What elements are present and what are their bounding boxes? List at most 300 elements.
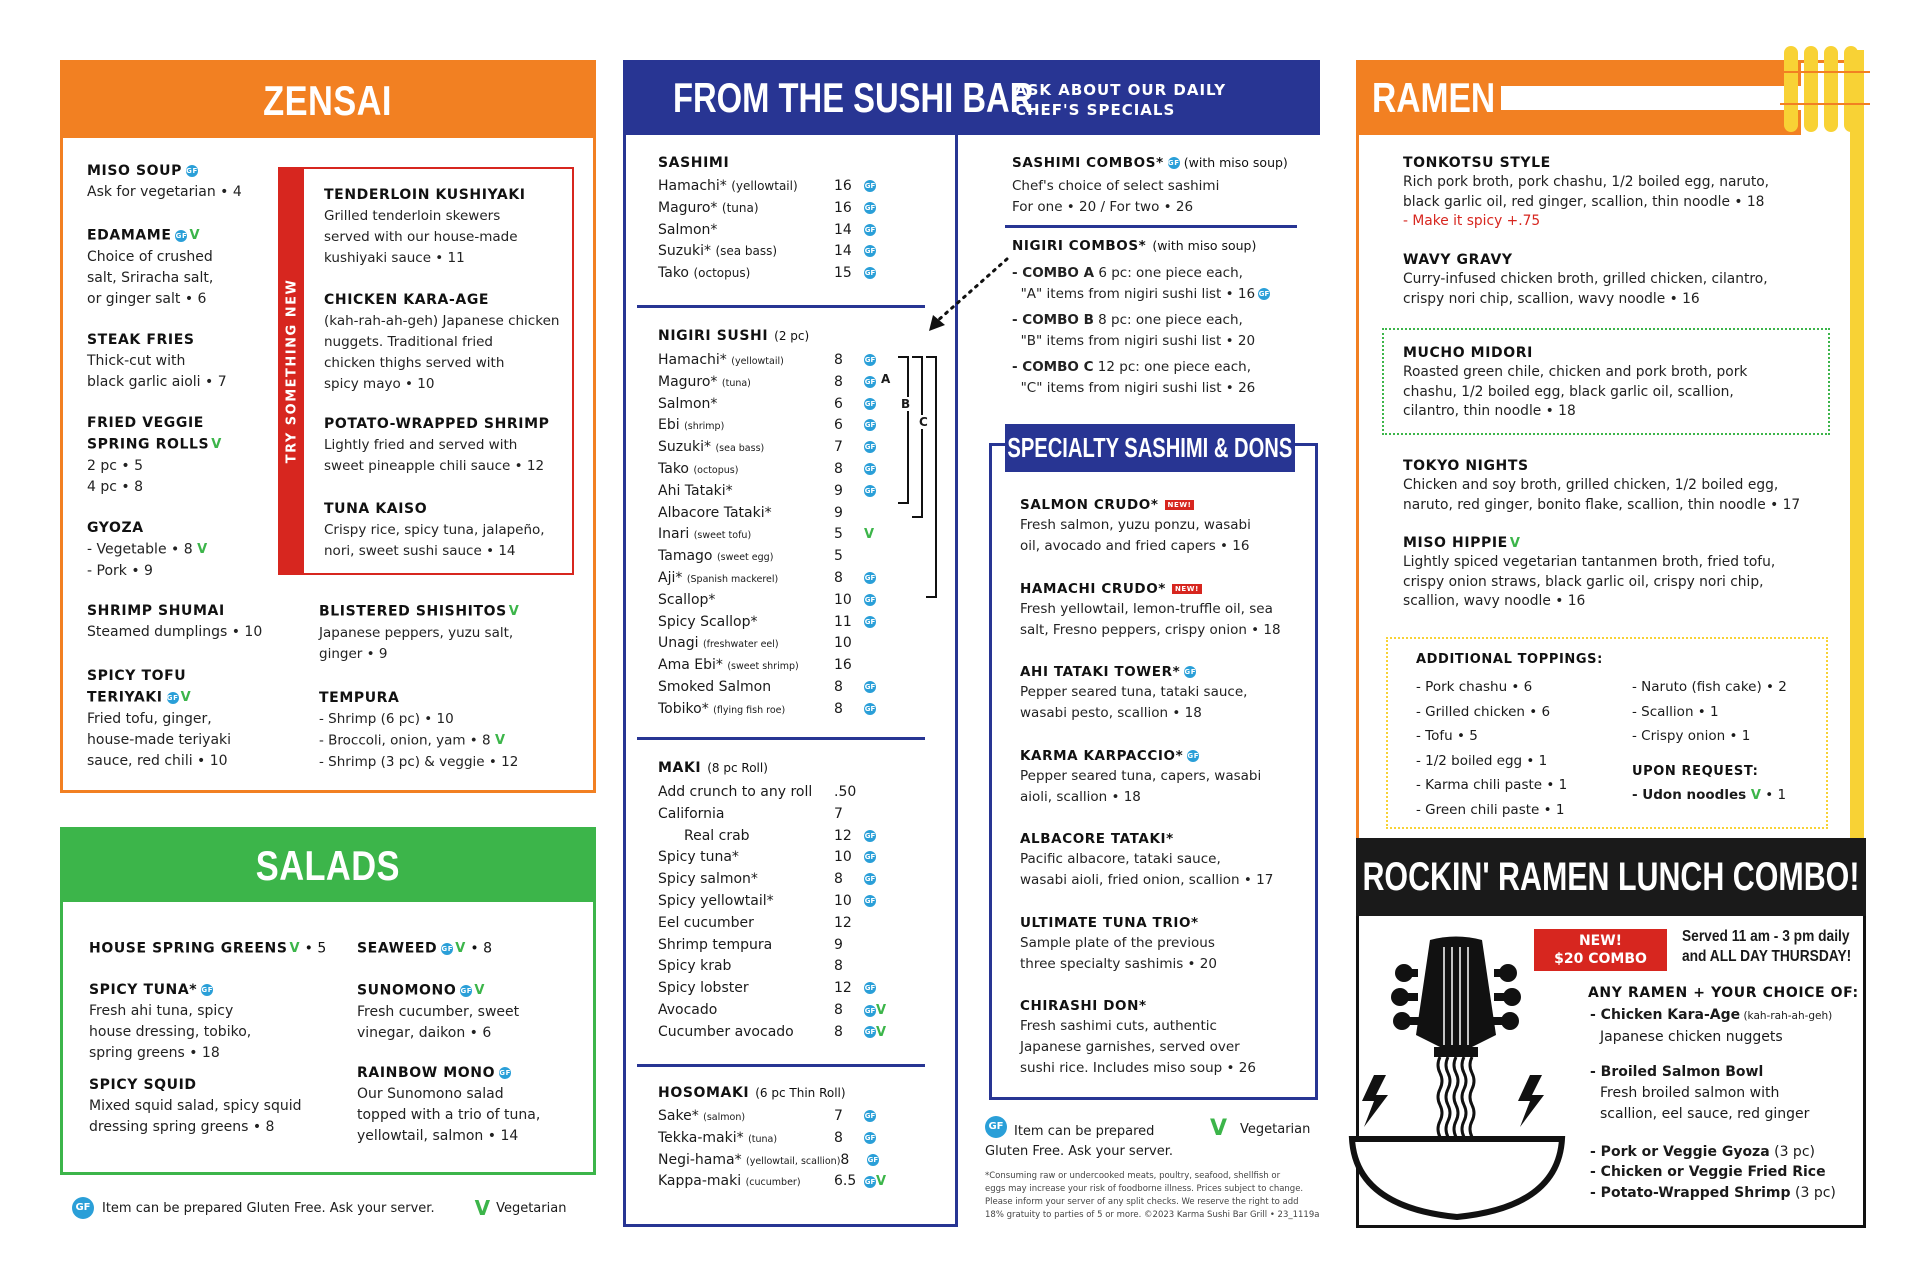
- sushi-row: [658, 804, 888, 826]
- new-menu-item: [324, 414, 569, 477]
- sushi-item-price: 10: [834, 635, 852, 652]
- sushi-item-icons: [864, 699, 888, 721]
- sushi-item-name: [658, 590, 834, 612]
- sushi-item-name-text: Salmon*: [658, 395, 718, 412]
- combo-note: (with miso soup): [1183, 155, 1288, 170]
- gf-icon: GF: [864, 683, 876, 691]
- gyoza-pork-line: - Pork • 9: [87, 562, 153, 579]
- vegetarian-icon: V: [1210, 1116, 1228, 1141]
- combos-divider: [1005, 225, 1297, 228]
- item-name: [87, 518, 267, 539]
- sushi-item-price: 7: [834, 805, 843, 822]
- sushi-item-name: [658, 804, 834, 826]
- gf-icon: GF: [867, 1155, 879, 1164]
- served-hours: Served 11 am - 3 pm daily and ALL DAY THURSDAY!: [1682, 928, 1852, 965]
- gf-icon: GF: [864, 574, 876, 582]
- guitar-ramen-illustration: [1340, 935, 1575, 1225]
- choice-note: (3 pc): [1790, 1185, 1836, 1201]
- sushi-item-note: (sweet tofu): [693, 530, 752, 542]
- sushi-row: [658, 699, 888, 721]
- topping-item: - Grilled chicken • 6: [1416, 703, 1551, 720]
- ramen-item-desc: Curry-infused chicken broth, grilled chicken, cilantro, crispy nori chip, scallion, wavy noodle • 16: [1403, 271, 1768, 307]
- item-name-text: TUNA KAISO: [324, 501, 428, 517]
- sushi-row: [658, 1022, 888, 1044]
- sushi-row: [658, 1000, 888, 1022]
- sushi-item-name: [658, 481, 834, 503]
- sushi-item-price: 8: [834, 700, 843, 717]
- sushi-item-note: (freshwater eel): [702, 639, 779, 651]
- sushi-item-name-text: Real crab: [684, 827, 750, 844]
- zensai-item: [87, 413, 267, 498]
- chef-specials-text: ASK ABOUT OUR DAILY CHEF'S SPECIALS: [1015, 81, 1227, 119]
- choice-name: [1590, 1062, 1860, 1083]
- sushi-item-price: 8: [834, 871, 843, 888]
- gf-icon: GF: [864, 421, 876, 430]
- sushi-item-name-text: Eel cucumber: [658, 914, 754, 931]
- toppings-left: [1416, 675, 1567, 822]
- specialty-item-desc: Fresh yellowtail, lemon-truffle oil, sea salt, Fresno peppers, crispy onion • 18: [1020, 600, 1281, 638]
- vegetarian-icon: V: [455, 941, 466, 956]
- gf-legend-text: Item can be prepared Gluten Free. Ask your server.: [102, 1200, 435, 1216]
- sushi-row: [658, 782, 888, 804]
- gf-icon: GF: [864, 465, 876, 473]
- sushi-item-note: (Spanish mackerel): [686, 574, 779, 585]
- sushi-section-title: [658, 155, 729, 171]
- vegetarian-icon: V: [211, 437, 222, 452]
- item-name-text: SEAWEED: [357, 940, 438, 957]
- sushi-item-name-text: Maguro*: [658, 199, 718, 216]
- combo-name: NIGIRI COMBOS*: [1012, 238, 1147, 254]
- item-name-text: BLISTERED SHISHITOS: [319, 603, 507, 620]
- combo-note: (with miso soup): [1152, 238, 1257, 253]
- sushi-row: [658, 869, 888, 891]
- item-description: Steamed dumplings • 10: [87, 624, 263, 640]
- item-description: 2 pc • 5 4 pc • 8: [87, 457, 144, 495]
- zensai-item: [319, 601, 579, 665]
- salad-item: [89, 938, 329, 960]
- salad-item: [89, 980, 329, 1064]
- sushi-item-name-text: Spicy krab: [658, 958, 732, 975]
- choice-desc: Japanese chicken nuggets: [1600, 1029, 1783, 1045]
- sushi-section-title: [658, 760, 768, 776]
- vegetarian-icon: V: [180, 690, 192, 705]
- zensai-title: ZENSAI: [263, 76, 393, 124]
- sushi-item-icons: [864, 1171, 888, 1193]
- zensai-item: [87, 601, 272, 643]
- sushi-row: [658, 220, 888, 242]
- gf-icon: GF: [1187, 751, 1200, 760]
- item-price: • 8: [465, 940, 492, 957]
- sushi-item-price: 8: [834, 461, 843, 477]
- specialty-item-name: [1020, 497, 1194, 513]
- ramen-header: [1356, 60, 1501, 135]
- item-name: [87, 601, 272, 622]
- sushi-item-icons: [864, 568, 888, 590]
- choice-note: (3 pc): [1769, 1144, 1815, 1160]
- sushi-item-price: 6: [834, 395, 843, 412]
- gf-icon: GF: [864, 875, 876, 884]
- item-name-text: GYOZA: [87, 520, 144, 536]
- bracket-label-c: C: [919, 415, 928, 429]
- sushi-item-icons: [864, 437, 888, 459]
- sushi-item-name: [658, 459, 834, 481]
- gf-icon: GF: [1258, 290, 1270, 298]
- lunch-header: [1356, 838, 1866, 916]
- salad-item: [357, 1063, 587, 1147]
- lunch-choice: [1590, 1183, 1860, 1204]
- item-description: Our Sunomono salad topped with a trio of tuna, yellowtail, salmon • 14: [357, 1086, 541, 1144]
- sushi-item-name: [658, 241, 834, 263]
- sushi-item-name: [658, 891, 834, 913]
- ramen-item-desc: Lightly spiced vegetarian tantanmen broth, fried tofu, crispy onion straws, black garlic oil, crispy nori chip, scallion, wavy noodle • 16: [1403, 554, 1776, 609]
- sushi-item-name-text: Tako: [658, 265, 689, 282]
- sushi-item-name-text: Suzuki*: [658, 243, 711, 260]
- noodles-graphic: [1780, 42, 1870, 132]
- combo-desc: 12 pc: one piece each, "C" items from nigiri sushi list • 26: [1020, 359, 1256, 396]
- gf-icon: GF: [864, 203, 876, 212]
- ramen-item-desc: Rich pork broth, pork chashu, 1/2 boiled egg, naruto, black garlic oil, red ginger, scallion, thin noodle • 18: [1403, 174, 1770, 210]
- sushi-item-name: [658, 220, 834, 242]
- item-name-text: POTATO-WRAPPED SHRIMP: [324, 416, 550, 432]
- item-name: [89, 938, 329, 960]
- sushi-item-name: [658, 524, 834, 546]
- salad-item: [357, 980, 587, 1044]
- sushi-item-note: (yellowtail, scallion): [746, 1155, 841, 1167]
- sushi-item-name-text: Spicy Scallop*: [658, 613, 758, 630]
- sushi-item-note: (tuna): [748, 1133, 778, 1145]
- sushi-item-note: (sea bass): [715, 244, 778, 259]
- sushi-item-name: [658, 1106, 834, 1128]
- sushi-item-name: [658, 437, 834, 459]
- item-name-text: FRIED VEGGIE SPRING ROLLS: [87, 415, 210, 453]
- sushi-item-icons: [864, 198, 888, 220]
- make-it-spicy: - Make it spicy +.75: [1403, 213, 1541, 229]
- sushi-row: [658, 847, 888, 869]
- item-description: Lightly fried and served with sweet pineapple chili sauce • 12: [324, 437, 545, 474]
- zensai-item: [87, 161, 267, 203]
- item-name-text: TENDERLOIN KUSHIYAKI: [324, 187, 526, 203]
- gf-icon: GF: [864, 247, 876, 256]
- sushi-row: [658, 1171, 888, 1193]
- sushi-row: [658, 1106, 888, 1128]
- sushi-row: [658, 935, 888, 957]
- sushi-item-name: [658, 546, 834, 568]
- item-name-text: SPICY SQUID: [89, 1077, 197, 1093]
- gf-icon: GF: [201, 986, 214, 994]
- specialty-header: [1005, 424, 1295, 472]
- vegetarian-icon: V: [864, 527, 875, 543]
- sushi-row: [658, 978, 888, 1000]
- zensai-item: [87, 330, 267, 393]
- item-name-text: SUNOMONO: [357, 982, 457, 999]
- specialty-item-name: [1020, 915, 1199, 931]
- specialty-name-text: HAMACHI CRUDO*: [1020, 580, 1166, 597]
- vegetarian-icon: V: [876, 1024, 887, 1040]
- lunch-choice: [1590, 1062, 1860, 1125]
- sushi-item-name: [658, 956, 834, 978]
- gf-icon: GF: [864, 486, 876, 495]
- topping-item: - Naruto (fish cake) • 2: [1632, 679, 1787, 695]
- topping-item: - Tofu • 5: [1416, 728, 1478, 744]
- specialty-name-text: AHI TATAKI TOWER*: [1020, 664, 1181, 680]
- item-description: Grilled tenderloin skewers served with our house-made kushiyaki sauce • 11: [324, 208, 518, 266]
- item-name: [357, 1063, 587, 1084]
- sushi-item-name: [658, 913, 834, 935]
- sushi-item-name: [658, 826, 834, 848]
- ramen-name-text: TONKOTSU STYLE: [1403, 155, 1551, 171]
- sushi-item-icons: [864, 1106, 888, 1128]
- ramen-name-text: WAVY GRAVY: [1403, 252, 1513, 268]
- sushi-item-name-text: Tamago: [658, 548, 713, 565]
- sushi-item-icons: [864, 677, 888, 699]
- item-name: [324, 499, 569, 520]
- sushi-item-icons: [864, 394, 888, 416]
- item-name: [324, 290, 569, 311]
- sushi-item-name-text: Hamachi*: [658, 178, 727, 194]
- zensai-item: [87, 518, 267, 582]
- specialty-item-name: [1020, 998, 1147, 1014]
- nigiri-combo-item: [1012, 357, 1255, 399]
- sushi-row: [658, 546, 888, 568]
- item-name: [89, 1075, 329, 1096]
- sushi-item-name: [658, 1128, 834, 1150]
- zensai-header: [63, 63, 593, 138]
- sushi-item-price: .50: [834, 784, 857, 800]
- veg-legend-text: Vegetarian: [496, 1200, 567, 1216]
- combo-name: SASHIMI COMBOS*: [1012, 155, 1164, 171]
- gf-icon: GF: [864, 1112, 876, 1120]
- sushi-item-price: 9: [834, 482, 843, 499]
- sushi-row: [658, 590, 888, 612]
- mucho-midori-box: [1382, 328, 1830, 435]
- nigiri-combo-brackets: [890, 355, 940, 605]
- topping-item: - 1/2 boiled egg • 1: [1416, 752, 1548, 769]
- sushi-item-price: 10: [834, 849, 852, 866]
- section-note: (2 pc): [774, 329, 810, 343]
- combo-label: - COMBO C: [1012, 359, 1094, 375]
- sushi-row: [658, 524, 888, 546]
- legend-left: [72, 1196, 592, 1220]
- sushi-item-price: 12: [834, 914, 852, 931]
- sushi-item-name: [658, 655, 834, 677]
- disclaimer: *Consuming raw or undercooked meats, poultry, seafood, shellfish or eggs may increase your risk of foodborne illness. Prices subject to change. Please inform your server of any split checks. We reserve the right to add 18% gratuity to parties of 5 or more. ©2023 Karma Sushi Bar Grill • 23_1119a: [985, 1171, 1320, 1220]
- vegetarian-icon: V: [1509, 535, 1521, 551]
- sushi-item-name: [658, 394, 834, 416]
- sushi-item-name: [658, 633, 834, 655]
- sushi-item-icons: [867, 1150, 888, 1172]
- ramen-name-text: MUCHO MIDORI: [1403, 345, 1533, 361]
- bracket-label-a: A: [881, 372, 891, 386]
- new-badge: NEW!: [1165, 500, 1195, 510]
- sushi-item-name: [658, 372, 834, 394]
- item-name: [87, 161, 267, 182]
- sushi-row: [658, 655, 888, 677]
- gf-icon: GF: [864, 1028, 876, 1037]
- sashimi-combos-title: [1012, 155, 1288, 171]
- item-description: Japanese peppers, yuzu salt, ginger • 9: [319, 624, 514, 662]
- section-title-text: NIGIRI SUSHI: [658, 328, 769, 344]
- combo-label: - COMBO A: [1012, 265, 1095, 281]
- sushi-item-price: 7: [834, 1108, 843, 1124]
- choice-name-text: - Chicken or Veggie Fried Rice: [1590, 1164, 1826, 1180]
- sushi-item-name: [658, 699, 834, 721]
- item-description: [319, 709, 579, 773]
- new-menu-item: [324, 290, 569, 395]
- sushi-item-name-text: Smoked Salmon: [658, 679, 772, 695]
- sushi-item-price: 8: [834, 1129, 843, 1146]
- sushi-item-price: 12: [834, 827, 852, 844]
- topping-item: - Scallion • 1: [1632, 703, 1719, 720]
- vegetarian-icon: V: [508, 604, 520, 619]
- sushi-row: [658, 826, 888, 848]
- try-something-new-box: [278, 167, 574, 575]
- item-description: Choice of crushed salt, Sriracha salt, or ginger salt • 6: [87, 248, 214, 307]
- ramen-item-name: [1403, 458, 1529, 474]
- zensai-item: [87, 666, 272, 772]
- sushi-row: [658, 459, 888, 481]
- tempura-line: - Shrimp (3 pc) & veggie • 12: [319, 753, 519, 770]
- combo-label: - COMBO B: [1012, 312, 1094, 328]
- ramen-item-desc: Chicken and soy broth, grilled chicken, 1/2 boiled egg, naruto, red ginger, bonito flake, scallion, thin noodle • 17: [1403, 477, 1801, 513]
- vegetarian-icon: V: [474, 983, 485, 998]
- specialty-item-name: [1020, 664, 1196, 680]
- tempura-line: - Shrimp (6 pc) • 10: [319, 711, 454, 727]
- sushi-item-icons: [864, 1128, 888, 1150]
- sushi-item-name-text: Sake*: [658, 1108, 699, 1124]
- veg-legend-text: Vegetarian: [1240, 1122, 1311, 1137]
- topping-item: - Karma chili paste • 1: [1416, 777, 1568, 793]
- sushi-item-price: 7: [834, 439, 843, 456]
- gf-icon: GF: [864, 595, 876, 604]
- sushi-item-name-text: Albacore Tataki*: [658, 504, 772, 521]
- sushi-item-icons: [864, 546, 888, 568]
- sushi-item-name-text: Kappa-maki: [658, 1173, 742, 1190]
- item-description: Fresh ahi tuna, spicy house dressing, tobiko, spring greens • 18: [89, 1003, 252, 1061]
- sushi-item-name: [658, 1022, 834, 1044]
- gf-icon: GF: [864, 853, 876, 862]
- gf-icon: GF: [864, 1006, 876, 1015]
- item-name: [324, 414, 569, 435]
- sushi-item-name: [658, 176, 834, 198]
- sushi-item-name-text: Spicy tuna*: [658, 849, 739, 866]
- item-description: Fresh cucumber, sweet vinegar, daikon • 6: [357, 1003, 520, 1041]
- sushi-item-icons: [864, 1000, 888, 1022]
- sushi-item-note: (sweet egg): [716, 552, 774, 564]
- sushi-item-icons: [864, 481, 888, 503]
- udon-price: • 1: [1760, 787, 1787, 803]
- gf-icon: GF: [864, 377, 876, 386]
- item-description: [87, 539, 267, 582]
- sushi-section-title: [658, 328, 809, 344]
- sushi-item-icons: [864, 826, 888, 848]
- sushi-item-icons: [864, 1022, 888, 1044]
- sushi-item-price: 9: [834, 936, 843, 953]
- item-name: [89, 980, 329, 1001]
- specialty-item-desc: Pepper seared tuna, tataki sauce, wasabi pesto, scallion • 18: [1020, 684, 1248, 721]
- lunch-title: ROCKIN' RAMEN LUNCH COMBO!: [1362, 854, 1860, 899]
- sushi-item-name-text: Cucumber avocado: [658, 1023, 794, 1040]
- section-note: (6 pc Thin Roll): [755, 1086, 846, 1100]
- item-name-text: SPICY TUNA*: [89, 982, 198, 998]
- sashimi-combos-desc: Chef's choice of select sashimi For one • 20 / For two • 26: [1012, 178, 1220, 215]
- sushi-item-name: [658, 1150, 840, 1172]
- sushi-item-icons: [864, 869, 888, 891]
- salad-item: [89, 1075, 329, 1138]
- gf-icon: GF: [864, 269, 876, 278]
- new-badge: NEW!: [1172, 584, 1202, 594]
- ramen-item-name: [1403, 535, 1521, 551]
- sushi-item-icons: [864, 350, 888, 372]
- item-name: [87, 330, 267, 351]
- sushi-row: [658, 263, 888, 285]
- choice-name: [1590, 1183, 1860, 1204]
- vegetarian-icon: V: [876, 1003, 887, 1018]
- new-menu-item: [324, 499, 569, 562]
- sushi-item-price: 14: [834, 243, 852, 260]
- ramen-name-text: TOKYO NIGHTS: [1403, 458, 1529, 474]
- sushi-item-name-text: Tako: [658, 461, 689, 477]
- badge-new: NEW!: [1578, 933, 1623, 949]
- sushi-item-name-text: Avocado: [658, 1002, 718, 1018]
- sushi-row: [658, 176, 888, 198]
- specialty-name-text: KARMA KARPACCIO*: [1020, 747, 1184, 764]
- sushi-item-name-text: Spicy salmon*: [658, 871, 758, 888]
- sushi-item-name-text: Tobiko*: [658, 700, 709, 717]
- nigiri-combo-item: [1012, 263, 1270, 305]
- sushi-row: [658, 372, 891, 394]
- item-name-text: TEMPURA: [319, 690, 400, 706]
- choice-name: [1590, 1142, 1860, 1163]
- section-title-text: MAKI: [658, 760, 702, 776]
- sushi-item-name: [658, 503, 834, 525]
- sushi-item-price: 9: [834, 504, 843, 521]
- toppings-box: [1386, 637, 1828, 829]
- zensai-item: [319, 688, 579, 773]
- item-description: Fried tofu, ginger, house-made teriyaki sauce, red chili • 10: [87, 710, 232, 769]
- ramen-item-name: [1403, 252, 1513, 268]
- sushi-row: [658, 568, 888, 590]
- sushi-row: [658, 1128, 888, 1150]
- gf-icon: GF: [460, 986, 473, 995]
- gf-icon: GF: [441, 944, 454, 953]
- gf-icon: GF: [864, 897, 876, 905]
- sushi-item-icons: [864, 935, 888, 957]
- sushi-item-icons: [864, 176, 888, 198]
- gf-icon: GF: [864, 1133, 876, 1142]
- sushi-item-name: [658, 869, 834, 891]
- item-description: Mixed squid salad, spicy squid dressing spring greens • 8: [89, 1098, 302, 1135]
- specialty-name-text: CHIRASHI DON*: [1020, 998, 1147, 1014]
- sushi-item-name: [658, 568, 834, 590]
- sushi-row: [658, 350, 888, 372]
- sushi-item-price: 8: [834, 1023, 843, 1040]
- chopstick-band-bottom: [1501, 110, 1801, 135]
- sushi-item-price: 8: [834, 570, 843, 586]
- sushi-item-name: [658, 1171, 834, 1193]
- sushi-item-price: 8: [834, 958, 843, 975]
- sushi-row: [658, 633, 888, 655]
- section-note: (8 pc Roll): [707, 761, 768, 775]
- specialty-item-desc: Pepper seared tuna, capers, wasabi aioli, scallion • 18: [1020, 767, 1262, 805]
- specialty-item-desc: Fresh salmon, yuzu ponzu, wasabi oil, avocado and fried capers • 16: [1020, 517, 1251, 554]
- ramen-item-name: [1403, 155, 1551, 171]
- sushi-item-icons: [864, 956, 888, 978]
- item-name: [357, 938, 587, 960]
- sushi-item-icons: [864, 804, 888, 826]
- sushi-item-price: 16: [834, 178, 852, 194]
- sushi-item-note: (salmon): [703, 1112, 746, 1123]
- sushi-item-icons: [864, 415, 888, 437]
